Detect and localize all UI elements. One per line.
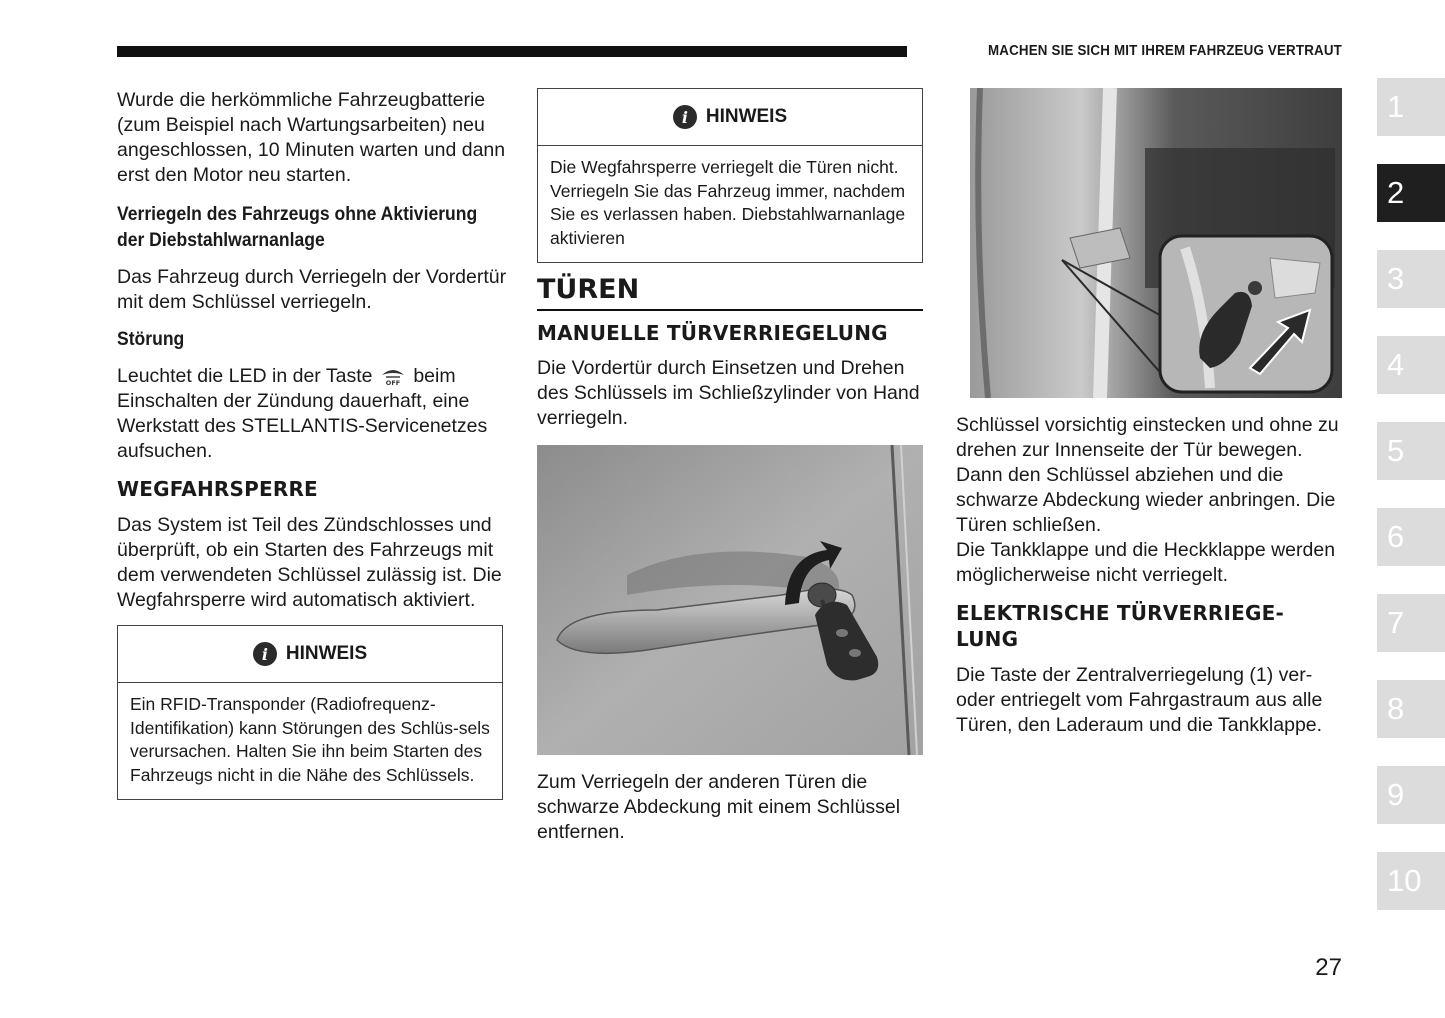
note-title: HINWEIS: [705, 106, 788, 127]
column-right: [956, 88, 1346, 738]
chapter-tab-3[interactable]: 3: [1377, 250, 1445, 308]
chapter-tab-2[interactable]: 2: [1377, 164, 1445, 222]
note-text: Ein RFID-Transponder (Radiofrequenz-Identifikation) kann Störungen des Schlüs-sels verursachen. Halten Sie ihn beim Starten des Fahrzeugs nicht in die Nähe des Schlüssels.: [130, 694, 490, 785]
immobilizer-heading: WEGFAHRSPERRE: [117, 477, 318, 501]
manual-lock-heading: MANUELLE TÜRVERRIEGELUNG: [537, 321, 888, 345]
fault-text-end: beim Einschalten der Zündung dauerhaft, eine Werkstatt des STELLANTIS-Servicenetzes aufsuchen.: [117, 365, 488, 462]
door-handle-illustration: [537, 445, 923, 755]
note-title: HINWEIS: [285, 643, 368, 664]
electric-lock-paragraph: Die Taste der Zentralverriegelung (1) ver-oder entriegelt vom Fahrgastraum aus alle Türen, den Laderaum und die Tankklappe.: [956, 664, 1323, 736]
note-box-rfid: [117, 625, 503, 800]
electric-lock-heading: ELEKTRISCHE TÜRVERRIEGE-LUNG: [956, 601, 1285, 651]
battery-paragraph: Wurde die herkömmliche Fahrzeugbatterie (zum Beispiel nach Wartungsarbeiten) neu angeschlossen, 10 Minuten warten und dann erst den Motor neu starten.: [117, 89, 506, 186]
alarm-off-label: OFF: [385, 379, 401, 386]
key-paragraph: Schlüssel vorsichtig einstecken und ohne zu drehen zur Innenseite der Tür bewegen. Dann den Schlüssel abziehen und die schwarze Abdeckung wieder anbringen. Die Türen schließen.: [956, 414, 1339, 536]
fault-paragraph: [117, 364, 509, 464]
chapter-tab-8[interactable]: 8: [1377, 680, 1445, 738]
chapter-tab-5[interactable]: 5: [1377, 422, 1445, 480]
chapter-tab-1[interactable]: 1: [1377, 78, 1445, 136]
after-figure-paragraph: Zum Verriegeln der anderen Türen die schwarze Abdeckung mit einem Schlüssel entfernen.: [537, 771, 901, 843]
alarm-off-icon: [378, 366, 408, 386]
doors-heading: TÜREN: [537, 273, 923, 311]
info-icon: i: [253, 642, 277, 666]
page-number: 27: [1315, 954, 1342, 981]
note-header: [118, 626, 502, 683]
chapter-tab-6[interactable]: 6: [1377, 508, 1445, 566]
fault-heading: Störung: [117, 328, 185, 350]
info-icon: i: [673, 105, 697, 129]
immobilizer-paragraph: Das System ist Teil des Zündschlosses und überprüft, ob ein Starten des Fahrzeugs mit dem verwendeten Schlüssel zulässig ist. Die Wegfahrsperre wird automatisch aktiviert.: [117, 514, 502, 611]
fault-text-start: Leuchtet die LED in der Taste: [117, 365, 373, 387]
chapter-title: MACHEN SIE SICH MIT IHREM FAHRZEUG VERTRAUT: [987, 43, 1342, 59]
chapter-tab-9[interactable]: 9: [1377, 766, 1445, 824]
door-frame-illustration: [970, 88, 1342, 398]
column-left: [117, 88, 509, 800]
lock-paragraph: Das Fahrzeug durch Verriegeln der Vordertür mit dem Schlüssel verriegeln.: [117, 266, 507, 313]
note-text: Die Wegfahrsperre verriegelt die Türen nicht. Verriegeln Sie das Fahrzeug immer, nachdem Sie es verlassen haben. Diebstahlwarnanlage aktivieren: [550, 157, 906, 248]
note-header: [538, 89, 922, 146]
header-rule: [117, 46, 907, 57]
column-middle: [537, 88, 923, 845]
chapter-tab-7[interactable]: 7: [1377, 594, 1445, 652]
chapter-tab-4[interactable]: 4: [1377, 336, 1445, 394]
manual-lock-paragraph: Die Vordertür durch Einsetzen und Drehen des Schlüssels im Schließzylinder von Hand verriegeln.: [537, 357, 920, 429]
note-box-immobilizer: [537, 88, 923, 263]
lock-heading: Verriegeln des Fahrzeugs ohne Aktivierung der Diebstahlwarnanlage: [117, 203, 478, 251]
fuel-flap-paragraph: Die Tankklappe und die Heckklappe werden möglicherweise nicht verriegelt.: [956, 539, 1336, 586]
chapter-tab-10[interactable]: 10: [1377, 852, 1445, 910]
